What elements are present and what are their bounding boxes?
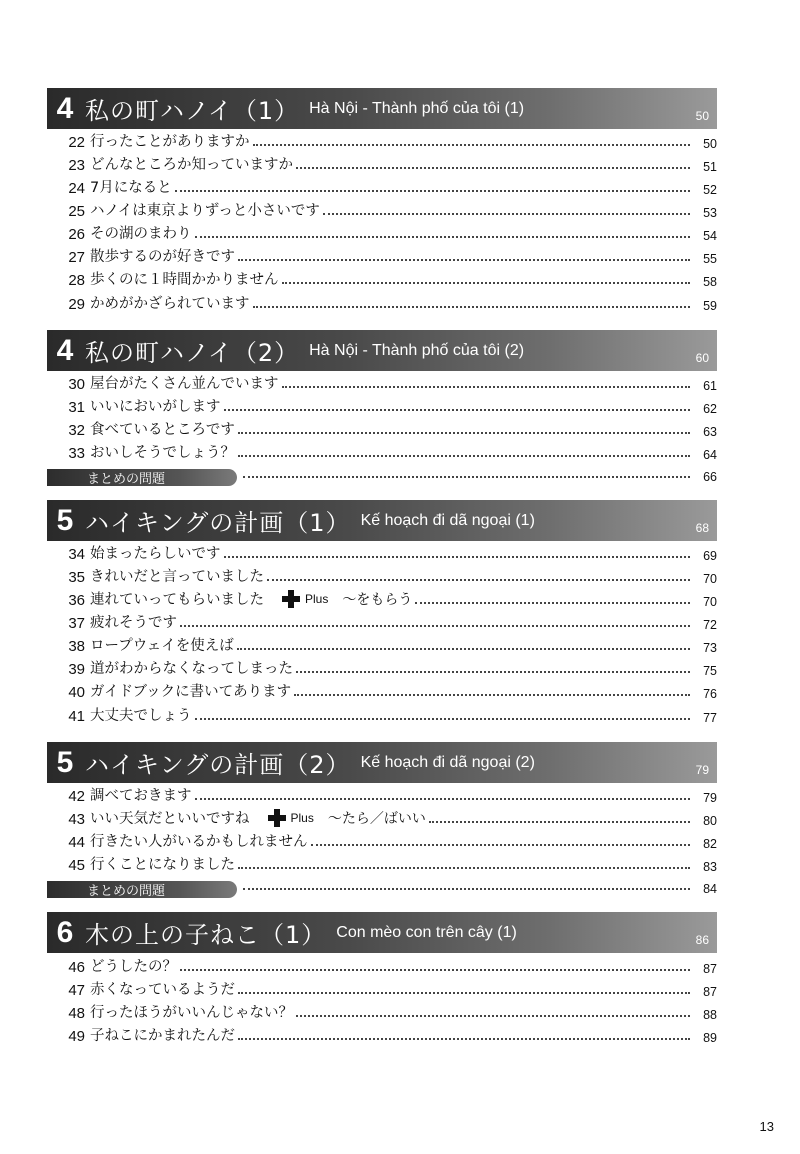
toc-entry[interactable]: [47, 128, 717, 151]
plus-note: [268, 808, 426, 828]
dot-leader: [267, 579, 690, 581]
toc-entry[interactable]: [47, 976, 717, 999]
plus-label: Plus: [305, 592, 329, 606]
section-page: 79: [695, 763, 709, 777]
toc-entry[interactable]: [47, 1022, 717, 1045]
lesson-number: 36: [68, 592, 85, 609]
toc-entry[interactable]: [47, 586, 717, 609]
dot-leader: [238, 455, 690, 457]
dot-leader: [415, 602, 690, 604]
lesson-number: 37: [68, 615, 85, 632]
review-entry[interactable]: [47, 468, 717, 486]
dot-leader: [238, 867, 690, 869]
lesson-number: 23: [68, 157, 85, 174]
lesson-number: 45: [68, 857, 85, 874]
lesson-number: 27: [68, 249, 85, 266]
dot-leader: [180, 969, 690, 971]
lesson-number: 35: [68, 569, 85, 586]
lesson-page: 51: [703, 160, 717, 174]
lesson-title: 散歩するのが好きです: [90, 249, 235, 265]
lesson-title: 疲れそうです: [90, 615, 177, 631]
section-page: 60: [695, 351, 709, 365]
lesson-title: ハノイは東京よりずっと小さいです: [90, 203, 320, 219]
dot-leader: [296, 671, 690, 673]
section-title: ハイキングの計画（1）: [85, 509, 351, 537]
dot-leader: [282, 282, 691, 284]
lesson-page: 62: [703, 402, 717, 416]
dot-leader: [238, 259, 690, 261]
lesson-number: 22: [68, 134, 85, 151]
lesson-title: かめがかざられています: [90, 296, 250, 312]
toc-entry[interactable]: [47, 197, 717, 220]
lesson-title: 行くことになりました: [90, 857, 235, 873]
toc-entry[interactable]: [47, 953, 717, 976]
plus-text: 〜たら／ばいい: [327, 811, 426, 827]
lesson-page: 58: [703, 275, 717, 289]
plus-text: 〜をもらう: [342, 592, 413, 608]
lesson-number: 24: [68, 180, 85, 197]
dot-leader: [294, 694, 690, 696]
lesson-number: 39: [68, 661, 85, 678]
lesson-page: 75: [703, 664, 717, 678]
lesson-number: 29: [68, 296, 85, 313]
lesson-page: 70: [703, 595, 717, 609]
lesson-title: 食べているところです: [90, 422, 235, 438]
toc-entry[interactable]: [47, 563, 717, 586]
toc-entry[interactable]: [47, 805, 717, 828]
lesson-page: 77: [703, 711, 717, 725]
toc-entry[interactable]: [47, 632, 717, 655]
dot-leader: [175, 190, 690, 192]
lesson-page: 76: [703, 687, 717, 701]
lesson-title: どんなところか知っていますか: [90, 157, 293, 173]
section-header: [47, 88, 717, 129]
toc-entry[interactable]: [47, 609, 717, 632]
toc-entry[interactable]: [47, 416, 717, 439]
lesson-title: 大丈夫でしょう: [90, 708, 192, 724]
lesson-number: 31: [68, 399, 85, 416]
lesson-page: 70: [703, 572, 717, 586]
dot-leader: [180, 625, 690, 627]
dot-leader: [195, 798, 691, 800]
plus-note: [282, 589, 412, 609]
lesson-number: 25: [68, 203, 85, 220]
section-header: [47, 330, 717, 371]
lesson-title: ガイドブックに書いてあります: [90, 684, 292, 700]
lesson-number: 32: [68, 422, 85, 439]
lesson-number: 40: [68, 684, 85, 701]
lesson-number: 48: [68, 1005, 85, 1022]
dot-leader: [224, 556, 691, 558]
dot-leader: [296, 1015, 690, 1017]
dot-leader: [238, 1038, 690, 1040]
lesson-page: 73: [703, 641, 717, 655]
lesson-title: 行きたい人がいるかもしれません: [90, 834, 308, 850]
toc-entry[interactable]: [47, 174, 717, 197]
lesson-number: 41: [68, 708, 85, 725]
lesson-title: 屋台がたくさん並んでいます: [90, 376, 279, 392]
dot-leader: [296, 167, 690, 169]
lesson-title: 始まったらしいです: [90, 546, 221, 562]
lesson-page: 64: [703, 448, 717, 462]
toc-entry[interactable]: [47, 782, 717, 805]
lesson-page: 61: [703, 379, 717, 393]
review-page: 84: [703, 882, 717, 896]
lesson-number: 33: [68, 445, 85, 462]
lesson-number: 47: [68, 982, 85, 999]
toc-entry[interactable]: [47, 678, 717, 701]
section-page: 68: [695, 521, 709, 535]
toc-entry[interactable]: [47, 243, 717, 266]
lesson-page: 79: [703, 791, 717, 805]
toc-entry[interactable]: [47, 266, 717, 289]
section-number: 5: [56, 745, 74, 779]
lesson-number: 28: [68, 272, 85, 289]
toc-entry[interactable]: [47, 828, 717, 851]
toc-entry[interactable]: [47, 851, 717, 874]
section-subtitle: Kế hoạch đi dã ngoại (1): [360, 511, 535, 529]
toc-entry[interactable]: [47, 540, 717, 563]
section-header: [47, 912, 717, 953]
plus-cross-icon: [282, 590, 300, 608]
section-title: 木の上の子ねこ（1）: [85, 921, 327, 949]
lesson-title: おいしそうでしょう？: [90, 445, 235, 461]
lesson-number: 34: [68, 546, 85, 563]
section-number: 5: [56, 503, 74, 537]
dot-leader: [238, 992, 690, 994]
lesson-title: きれいだと言っていました: [90, 569, 264, 585]
lesson-page: 63: [703, 425, 717, 439]
lesson-title: その湖のまわり: [90, 226, 192, 242]
review-page: 66: [703, 470, 717, 484]
toc-entry[interactable]: [47, 439, 717, 462]
lesson-title: 行ったほうがいいんじゃない？: [90, 1005, 293, 1021]
toc-entry[interactable]: [47, 999, 717, 1022]
lesson-page: 69: [703, 549, 717, 563]
section-number: 6: [56, 915, 74, 949]
lesson-page: 72: [703, 618, 717, 632]
section-title: 私の町ハノイ（1）: [85, 97, 300, 125]
dot-leader: [237, 648, 690, 650]
lesson-title: 7月になると: [90, 180, 172, 196]
section-number: 4: [56, 91, 74, 125]
lesson-number: 46: [68, 959, 85, 976]
section-subtitle: Hà Nội - Thành phố của tôi (2): [309, 341, 525, 359]
lesson-title: 道がわからなくなってしまった: [90, 661, 293, 677]
lesson-page: 53: [703, 206, 717, 220]
dot-leader: [311, 844, 691, 846]
toc-entry[interactable]: [47, 393, 717, 416]
lesson-number: 42: [68, 788, 85, 805]
section-page: 50: [695, 109, 709, 123]
review-label: まとめの問題: [47, 469, 237, 486]
section-subtitle: Kế hoạch đi dã ngoại (2): [360, 753, 535, 771]
plus-cross-icon: [268, 809, 286, 827]
toc-entry[interactable]: [47, 151, 717, 174]
lesson-title: いいにおいがします: [90, 399, 221, 415]
lesson-page: 54: [703, 229, 717, 243]
lesson-title: どうしたの？: [90, 959, 177, 975]
lesson-page: 52: [703, 183, 717, 197]
toc-entry[interactable]: [47, 702, 717, 725]
toc-entry[interactable]: [47, 370, 717, 393]
toc-entry[interactable]: [47, 220, 717, 243]
dot-leader: [253, 144, 691, 146]
lesson-page: 83: [703, 860, 717, 874]
lesson-page: 87: [703, 962, 717, 976]
lesson-title: 子ねこにかまれたんだ: [90, 1028, 235, 1044]
dot-leader: [195, 718, 691, 720]
lesson-number: 44: [68, 834, 85, 851]
dot-leader: [243, 888, 690, 890]
lesson-title: ロープウェイを使えば: [90, 638, 234, 654]
lesson-page: 88: [703, 1008, 717, 1022]
section-title: 私の町ハノイ（2）: [85, 339, 300, 367]
lesson-title: 行ったことがありますか: [90, 134, 250, 150]
section-header: [47, 742, 717, 783]
lesson-number: 43: [68, 811, 85, 828]
lesson-page: 82: [703, 837, 717, 851]
lesson-page: 59: [703, 299, 717, 313]
page-number: 13: [759, 1119, 774, 1134]
lesson-page: 55: [703, 252, 717, 266]
toc-entry[interactable]: [47, 290, 717, 313]
lesson-title: 調べておきます: [90, 788, 192, 804]
lesson-title: 赤くなっているようだ: [90, 982, 235, 998]
section-subtitle: Con mèo con trên cây (1): [336, 923, 517, 941]
lesson-title: 連れていってもらいました: [90, 592, 264, 608]
toc-entry[interactable]: [47, 655, 717, 678]
dot-leader: [243, 476, 690, 478]
section-header: [47, 500, 717, 541]
section-subtitle: Hà Nội - Thành phố của tôi (1): [309, 99, 525, 117]
dot-leader: [282, 386, 691, 388]
lesson-page: 89: [703, 1031, 717, 1045]
lesson-number: 49: [68, 1028, 85, 1045]
review-label: まとめの問題: [47, 881, 237, 898]
lesson-number: 26: [68, 226, 85, 243]
dot-leader: [238, 432, 690, 434]
review-entry[interactable]: [47, 880, 717, 898]
dot-leader: [224, 409, 691, 411]
lesson-number: 30: [68, 376, 85, 393]
lesson-title: いい天気だといいですね: [90, 811, 250, 827]
dot-leader: [253, 306, 691, 308]
lesson-title: 歩くのに１時間かかりません: [90, 272, 279, 288]
section-title: ハイキングの計画（2）: [85, 751, 351, 779]
plus-label: Plus: [290, 811, 314, 825]
lesson-page: 87: [703, 985, 717, 999]
section-page: 86: [695, 933, 709, 947]
dot-leader: [323, 213, 690, 215]
lesson-page: 80: [703, 814, 717, 828]
dot-leader: [195, 236, 691, 238]
dot-leader: [429, 821, 690, 823]
lesson-number: 38: [68, 638, 85, 655]
section-number: 4: [56, 333, 74, 367]
lesson-page: 50: [703, 137, 717, 151]
